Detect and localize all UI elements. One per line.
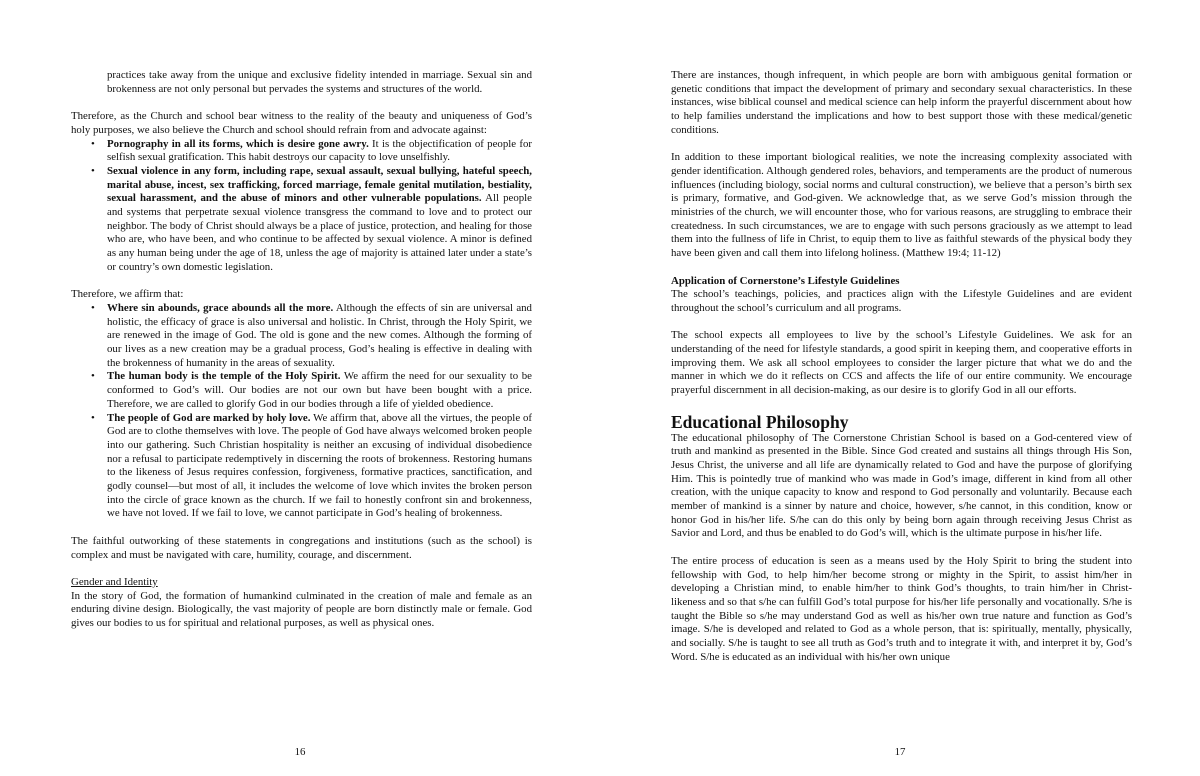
- page-17: [600, 0, 1200, 776]
- list-item-lead: The people of God are marked by holy love.: [107, 411, 311, 424]
- employees-paragraph: The school expects all employees to live by the school’s Lifestyle Guidelines. We ask for an understanding of the need for lifestyle standards, a good spirit in keeping them, and cooperative efforts in improving them. We ask all school employees to consider the larger picture that what we do and the manner in which we do it reflects on CCS and affects the life of our entire community. We encourage prayerful discernment in all decision-making, as our desire is to glorify God in all our efforts.: [671, 329, 1132, 397]
- application-paragraph: The school’s teachings, policies, and practices align with the Lifestyle Guidelines and are evident throughout the school’s curriculum and all programs.: [671, 288, 1132, 314]
- affirm-intro: Therefore, we affirm that:: [71, 288, 184, 301]
- gender-identity-heading: Gender and Identity: [71, 575, 158, 588]
- bullet-icon: •: [91, 370, 95, 383]
- list-item: [91, 301, 532, 371]
- left-text-column: [71, 69, 532, 644]
- advocate-intro: Therefore, as the Church and school bear witness to the reality of the beauty and uniqueness of God’s holy purposes, we also believe the Church and school should refrain from and advocate against:: [71, 110, 532, 136]
- advocate-list: [71, 138, 532, 275]
- list-item: [91, 370, 532, 411]
- continuation-paragraph: practices take away from the unique and exclusive fidelity intended in marriage. Sexual sin and brokenness are not only personal but pervades the systems and structures of the world.: [107, 69, 532, 95]
- list-item-lead: Sexual violence in any form, including rape, sexual assault, sexual bullying, hateful speech, marital abuse, incest, sex trafficking, forced marriage, female genital mutilation, bestiality, sexual harassment, and the abuse of minors and other vulnerable populations.: [107, 164, 532, 205]
- list-item-lead: Where sin abounds, grace abounds all the more.: [107, 301, 334, 314]
- list-item-text: We affirm that, above all the virtues, the people of God are to clothe themselves with love. The people of God have always welcomed broken people into our gathering. Such Christian hospitality is neither an excusing of individual disobedience nor a refusal to participate redemptively in discerning the roots of brokenness. Restoring humans to the likeness of Jesus requires confession, forgiveness, formative practices, sanctification, and godly counsel—but most of all, it includes the welcome of love which invites the broken person into the circle of grace known as the church. If we fail to honestly confront sin and brokenness, we have not loved. If we fail to love, we cannot participate in God’s healing of brokenness.: [107, 411, 532, 520]
- list-item: [91, 411, 532, 522]
- bullet-icon: •: [91, 164, 95, 177]
- philosophy-paragraph-2: The entire process of education is seen as a means used by the Holy Spirit to bring the student into fellowship with God, to help him/her become strong or mighty in the Spirit, to assist him/her in developing a Christian mind, to enable him/her to think God’s thoughts, to train him/her in Christ-likeness and so that s/he can fulfill God’s total purpose for his/her life personally and vocationally. S/he is taught the Bible so s/he may understand God as well as his/her own true nature and function as God’s image. S/he is developed and related to God as a whole person, that is: spiritually, mentally, physically, and socially. S/he is taught to see all truth as God’s truth and to integrate it with, and interpret it by, God’s Word. S/he is educated as an individual with his/her own unique: [671, 554, 1132, 663]
- gender-identity-paragraph: In the story of God, the formation of humankind culminated in the creation of male and female as an enduring divine design. Biologically, the vast majority of people are born distinctly male or female. God gives our bodies to us for spiritual and relational purposes, as well as physical ones.: [71, 589, 532, 630]
- bullet-icon: •: [91, 137, 95, 150]
- list-item: [91, 164, 532, 275]
- right-text-column: [671, 69, 1132, 678]
- list-item-text: We affirm the need for our sexuality to be conformed to God’s will. Our bodies are not our own but have been bought with a price. Therefore, we are called to glorify God in our bodies through a life of yielded obedience.: [107, 370, 532, 410]
- affirm-list: [71, 302, 532, 521]
- gender-identification-paragraph: In addition to these important biological realities, we note the increasing complexity associated with gender identification. Although gendered roles, behaviors, and temperaments are the product of numerous influences (including biology, social norms and cultural construction), we believe that a person’s birth sex is primary, formative, and God-given. We acknowledge that, as we serve God’s mission through the ministries of the church, we will encounter those, who for various reasons, are struggling to embrace their createdness. In such circumstances, we are to engage with such persons graciously as we attempt to lead them into the fullness of life in Christ, to equip them to live as faithful stewards of the physical body they have been given and call them into lifelong holiness. (Matthew 19:4; 11-12): [671, 151, 1132, 260]
- philosophy-paragraph-1: The educational philosophy of The Cornerstone Christian School is based on a God-centered view of truth and mankind as presented in the Bible. Since God created and sustains all things through His Son, Jesus Christ, the universe and all life are dynamically related to God and have the purpose of glorifying Him. This is pointedly true of mankind who was made in God’s image, different in kind from all other creation, with the unique capacity to know and respond to God personally and voluntarily. Because each member of mankind is a sinner by nature and choice, however, s/he cannot, in this condition, know or honor God in his/her life. S/he can do this only by being born again through receiving Jesus Christ as Savior and Lord, and thus be enabled to do God’s will, which is the ultimate purpose in his/her life.: [671, 431, 1132, 540]
- intersex-paragraph: There are instances, though infrequent, in which people are born with ambiguous genital formation or genetic conditions that impact the development of primary and secondary sexual characteristics. In these instances, wise biblical counsel and medical science can help inform the prayerful discernment about how to help families understand the implications and how to best support those with these medical/genetic conditions.: [671, 69, 1132, 136]
- list-item-text: It is the objectification of people for selfish sexual gratification. This habit destroys our capacity to love unselfishly.: [107, 137, 532, 164]
- bullet-icon: •: [91, 411, 95, 424]
- list-item-text: Although the effects of sin are universal and holistic, the efficacy of grace is also universal and holistic. In Christ, through the Holy Spirit, we are renewed in the image of God. The old is gone and the new comes. Although the forming of our lives as a new creation may be a gradual process, God’s healing is effective in dealing with the brokenness of humanity in the areas of sexuality.: [107, 301, 532, 369]
- list-item: [91, 137, 532, 165]
- list-item-lead: Pornography in all its forms, which is desire gone awry.: [107, 137, 369, 150]
- page-number: 16: [294, 746, 306, 758]
- educational-philosophy-heading: Educational Philosophy: [671, 411, 849, 432]
- page-number: 17: [894, 746, 906, 758]
- list-item-lead: The human body is the temple of the Holy Spirit.: [107, 370, 341, 383]
- application-heading: [671, 275, 1132, 289]
- application-heading-text: Application of Cornerstone’s Lifestyle Guidelines: [671, 274, 900, 287]
- outworking-paragraph: The faithful outworking of these statements in congregations and institutions (such as the school) is complex and must be navigated with care, humility, courage, and discernment.: [71, 534, 532, 561]
- list-item-text: All people and systems that perpetrate sexual violence transgress the command to love and to protect our neighbor. The body of Christ should always be a place of justice, protection, and healing for those who are, who have been, and who continue to be affected by sexual violence. A minor is defined as any human being under the age of 18, unless the age of majority is attained later under a state’s or country’s own domestic legislation.: [107, 192, 532, 273]
- bullet-icon: •: [91, 301, 95, 314]
